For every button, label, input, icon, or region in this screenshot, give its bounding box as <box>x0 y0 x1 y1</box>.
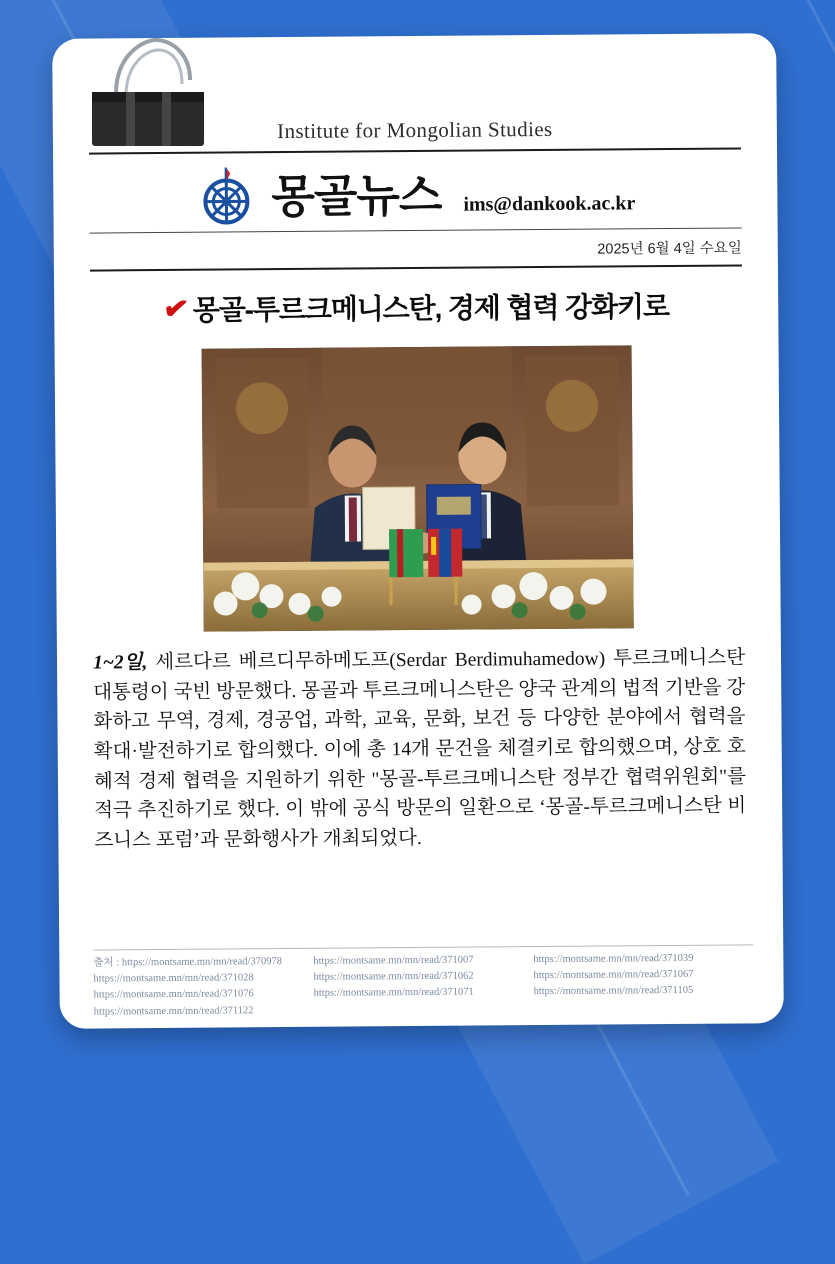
sources-column-1 <box>93 954 313 1021</box>
article-headline: 몽골-투르크메니스탄, 경제 협력 강화키로 <box>193 285 669 329</box>
source-link[interactable]: https://montsame.mn/mn/read/371105 <box>534 983 748 1001</box>
source-link[interactable]: https://montsame.mn/mn/read/371071 <box>314 985 528 1003</box>
headline-row <box>88 284 744 329</box>
article-photo <box>202 345 634 631</box>
contact-email[interactable]: ims@dankook.ac.kr <box>463 192 635 216</box>
issue-date: 2025년 6월 4일 수요일 <box>88 228 744 269</box>
source-link[interactable]: https://montsame.mn/mn/read/371062 <box>313 968 527 986</box>
sources-label: 출처 : <box>93 957 122 968</box>
binder-clip-icon <box>86 34 216 144</box>
source-link[interactable]: https://montsame.mn/mn/read/371007 <box>313 952 527 970</box>
article-body-text: 세르다르 베르디무하메도프(Serdar Berdimuhamedow) 투르크메니스탄 대통령이 국빈 방문했다. 몽골과 투르크메니스탄은 양국 관계의 법적 기반을 강화하고 무역, 경제, 경공업, 과학, 교육, 문화, 보건 등 다양한 분야에서 협력을 확대·발전하기로 합의했다. 이에 총 14개 문건을 체결키로 합의했으며, 상호 호혜적 경제 협력을 지원하기 위한 "몽골-투르크메니스탄 정부간 협력위원회"를 적극 추진하기로 했다. 이 밖에 공식 방문의 일환으로 ‘몽골-투르크메니스탄 비즈니스 포럼’과 문화행사가 개최되었다. <box>93 647 746 851</box>
red-check-icon: ✔ <box>162 293 191 326</box>
wheel-logo-icon <box>195 165 257 227</box>
sources-column-3 <box>533 950 753 1017</box>
article-lead: 1~2일, <box>93 652 147 673</box>
brand-row <box>87 149 744 232</box>
sources-grid <box>93 950 753 1020</box>
sources-section <box>93 944 754 1020</box>
brand-name: 몽골뉴스 <box>271 172 441 218</box>
source-link[interactable]: https://montsame.mn/mn/read/371028 <box>93 970 307 988</box>
sources-column-2 <box>313 952 533 1019</box>
newsletter-card <box>52 33 784 1029</box>
source-url[interactable]: https://montsame.mn/mn/read/370978 <box>122 956 282 968</box>
source-link[interactable]: https://montsame.mn/mn/read/371122 <box>94 1003 308 1021</box>
source-link[interactable]: https://montsame.mn/mn/read/371039 <box>533 950 747 968</box>
background-line <box>830 0 835 1213</box>
institute-title: Institute for Mongolian Studies <box>87 115 743 152</box>
source-link[interactable]: https://montsame.mn/mn/read/371076 <box>94 986 308 1004</box>
source-link[interactable]: https://montsame.mn/mn/read/371067 <box>533 967 747 985</box>
source-link[interactable] <box>93 954 307 972</box>
article-body <box>93 643 747 855</box>
